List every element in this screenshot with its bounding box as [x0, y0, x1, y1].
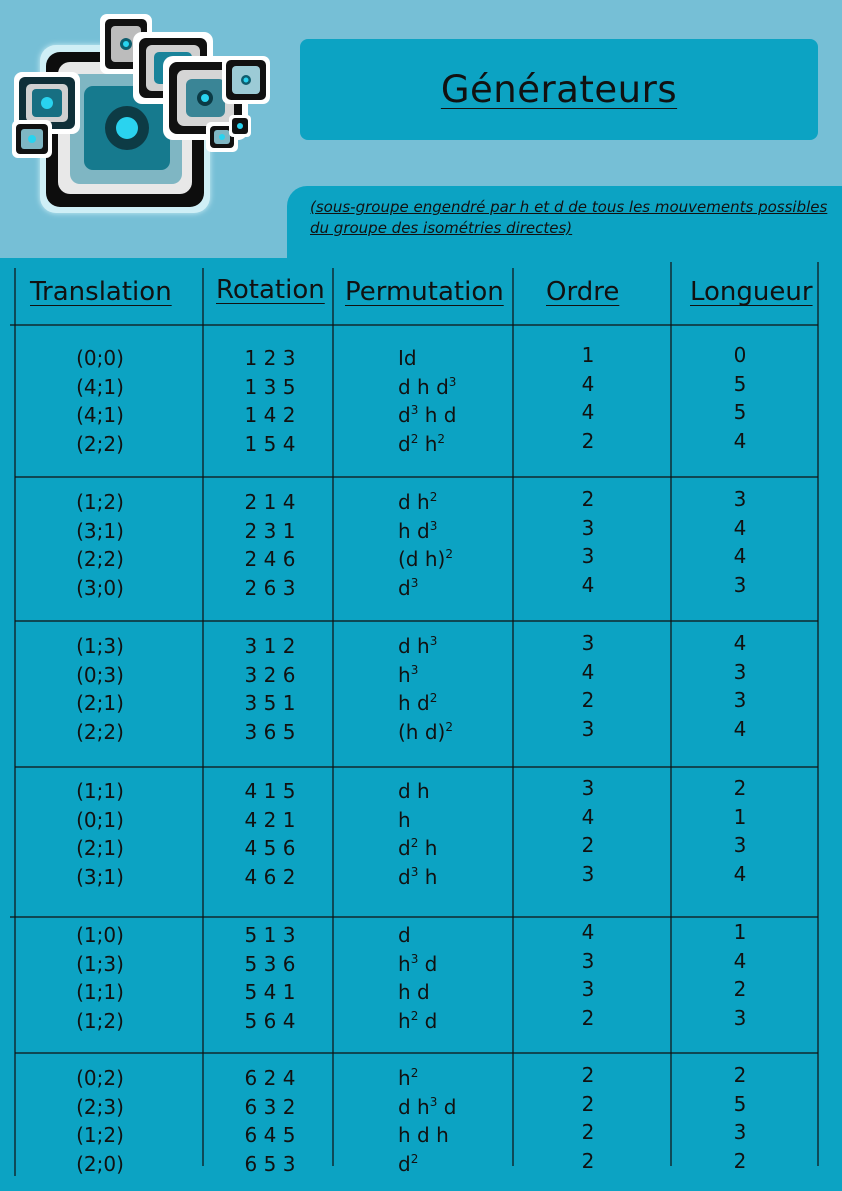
header-rotation: Rotation: [216, 275, 325, 305]
permutation-value: Id: [398, 346, 417, 370]
translation-value: (1;2): [76, 490, 124, 514]
translation-value: (3;0): [76, 576, 124, 601]
longueur-value: 3: [733, 688, 747, 713]
cell-longueur-group-4: [700, 774, 780, 889]
translation-value: (4;1): [76, 403, 124, 428]
rotation-value: 3 5 1: [244, 691, 296, 716]
permutation-value: $h^2$: [398, 1066, 419, 1090]
translation-value: (2;1): [76, 836, 124, 861]
permutation-value: h $d^2$: [398, 691, 438, 716]
cell-ordre-group-3: [548, 629, 628, 744]
translation-value: (2;2): [76, 720, 124, 745]
translation-value: (3;1): [76, 518, 124, 543]
translation-value: (2;0): [76, 1152, 124, 1177]
ordre-value: 3: [581, 977, 595, 1002]
header-permutation: Permutation: [345, 277, 504, 307]
translation-value: (1;2): [76, 1123, 124, 1148]
cell-permutation-group-2: [398, 488, 508, 603]
translation-value: (4;1): [76, 374, 124, 399]
rotation-value: 4 1 5: [244, 779, 296, 803]
ordre-value: 3: [581, 515, 595, 540]
ordre-value: 3: [581, 544, 595, 569]
cell-rotation-group-3: [230, 632, 310, 747]
permutation-value: d $h^2$: [398, 490, 438, 514]
header-ordre: Ordre: [546, 277, 620, 307]
longueur-value: 0: [733, 343, 747, 367]
ordre-value: 2: [581, 1091, 595, 1116]
ordre-value: 2: [581, 1120, 595, 1145]
rotation-value: 6 5 3: [244, 1152, 296, 1177]
ordre-value: 4: [581, 920, 595, 944]
translation-value: (2;3): [76, 1094, 124, 1119]
permutation-value: $h^3$: [398, 662, 419, 687]
permutation-value: $d^2$ h: [398, 836, 438, 861]
cell-translation-group-3: [60, 632, 140, 747]
rotation-value: 2 6 3: [244, 576, 296, 601]
rotation-value: 3 1 2: [244, 634, 296, 658]
cell-translation-group-5: [60, 921, 140, 1036]
rotation-value: 1 3 5: [244, 374, 296, 399]
longueur-value: 5: [733, 371, 747, 396]
rotation-value: 2 3 1: [244, 518, 296, 543]
longueur-value: 3: [733, 659, 747, 684]
ordre-value: 3: [581, 948, 595, 973]
cell-permutation-group-4: [398, 777, 508, 892]
cell-rotation-group-5: [230, 921, 310, 1036]
permutation-value: (d h)$^2$: [398, 547, 453, 572]
logo-squares-icon: [0, 0, 290, 258]
longueur-value: 2: [733, 1063, 747, 1087]
translation-value: (1;3): [76, 951, 124, 976]
longueur-value: 2: [733, 1149, 747, 1174]
rotation-value: 6 3 2: [244, 1094, 296, 1119]
longueur-value: 4: [733, 429, 747, 454]
cell-longueur-group-2: [700, 485, 780, 600]
longueur-value: 2: [733, 977, 747, 1002]
cell-rotation-group-6: [230, 1064, 310, 1179]
longueur-value: 3: [733, 573, 747, 598]
rotation-value: 6 2 4: [244, 1066, 296, 1090]
rotation-value: 1 2 3: [244, 346, 296, 370]
translation-value: (1;1): [76, 779, 124, 803]
longueur-value: 5: [733, 1091, 747, 1116]
longueur-value: 4: [733, 948, 747, 973]
rotation-value: 1 4 2: [244, 403, 296, 428]
rotation-value: 1 5 4: [244, 432, 296, 457]
translation-value: (2;1): [76, 691, 124, 716]
cell-permutation-group-5: [398, 921, 508, 1036]
translation-value: (0;1): [76, 807, 124, 832]
ordre-value: 2: [581, 1063, 595, 1087]
permutation-value: $h^3$ d: [398, 951, 438, 976]
longueur-value: 4: [733, 717, 747, 742]
permutation-value: d $h^3$ d: [398, 1094, 457, 1119]
translation-value: (0;3): [76, 662, 124, 687]
cell-ordre-group-4: [548, 774, 628, 889]
longueur-value: 4: [733, 544, 747, 569]
permutation-value: $d^3$ h d: [398, 403, 457, 428]
ordre-value: 2: [581, 1149, 595, 1174]
cell-ordre-group-6: [548, 1061, 628, 1176]
translation-value: (1;1): [76, 980, 124, 1005]
rotation-value: 3 6 5: [244, 720, 296, 745]
cell-permutation-group-6: [398, 1064, 508, 1179]
cell-translation-group-6: [60, 1064, 140, 1179]
cell-translation-group-4: [60, 777, 140, 892]
page-title: Générateurs: [440, 68, 678, 111]
cell-permutation-group-3: [398, 632, 508, 747]
cell-permutation-group-1: [398, 344, 508, 459]
ordre-value: 1: [581, 343, 595, 367]
ordre-value: 4: [581, 659, 595, 684]
longueur-value: 3: [733, 1006, 747, 1031]
permutation-value: d h $d^3$: [398, 374, 457, 399]
rotation-value: 4 2 1: [244, 807, 296, 832]
cell-longueur-group-5: [700, 918, 780, 1033]
permutation-value: h $d^3$: [398, 518, 438, 543]
cell-longueur-group-1: [700, 341, 780, 456]
permutation-value: $d^3$ h: [398, 865, 438, 890]
cell-translation-group-1: [60, 344, 140, 459]
cell-rotation-group-4: [230, 777, 310, 892]
translation-value: (0;0): [76, 346, 124, 370]
longueur-value: 3: [733, 487, 747, 511]
longueur-value: 4: [733, 515, 747, 540]
translation-value: (0;2): [76, 1066, 124, 1090]
ordre-value: 4: [581, 804, 595, 829]
rotation-value: 2 4 6: [244, 547, 296, 572]
ordre-value: 4: [581, 400, 595, 425]
longueur-value: 4: [733, 631, 747, 655]
cell-ordre-group-5: [548, 918, 628, 1033]
cell-rotation-group-1: [230, 344, 310, 459]
ordre-value: 2: [581, 688, 595, 713]
rotation-value: 5 6 4: [244, 1009, 296, 1034]
cell-longueur-group-3: [700, 629, 780, 744]
ordre-value: 3: [581, 862, 595, 887]
longueur-value: 3: [733, 1120, 747, 1145]
translation-value: (1;0): [76, 923, 124, 947]
longueur-value: 3: [733, 833, 747, 858]
ordre-value: 3: [581, 717, 595, 742]
translation-value: (3;1): [76, 865, 124, 890]
ordre-value: 4: [581, 573, 595, 598]
cell-rotation-group-2: [230, 488, 310, 603]
rotation-value: 3 2 6: [244, 662, 296, 687]
ordre-value: 3: [581, 776, 595, 800]
translation-value: (2;2): [76, 432, 124, 457]
cell-ordre-group-1: [548, 341, 628, 456]
ordre-value: 3: [581, 631, 595, 655]
permutation-value: (h d)$^2$: [398, 720, 453, 745]
permutation-value: $h^2$ d: [398, 1009, 438, 1034]
cell-ordre-group-2: [548, 485, 628, 600]
permutation-value: d $h^3$: [398, 634, 438, 658]
rotation-value: 5 3 6: [244, 951, 296, 976]
rotation-value: 5 1 3: [244, 923, 296, 947]
ordre-value: 2: [581, 487, 595, 511]
rotation-value: 2 1 4: [244, 490, 296, 514]
ordre-value: 2: [581, 833, 595, 858]
permutation-value: $d^2$ $h^2$: [398, 432, 446, 457]
cell-translation-group-2: [60, 488, 140, 603]
rotation-value: 6 4 5: [244, 1123, 296, 1148]
rotation-value: 4 6 2: [244, 865, 296, 890]
ordre-value: 4: [581, 371, 595, 396]
permutation-value: h: [398, 807, 411, 832]
ordre-value: 2: [581, 429, 595, 454]
rotation-value: 4 5 6: [244, 836, 296, 861]
permutation-value: h d: [398, 980, 430, 1005]
cell-longueur-group-6: [700, 1061, 780, 1176]
translation-value: (1;2): [76, 1009, 124, 1034]
longueur-value: 1: [733, 804, 747, 829]
header-translation: Translation: [30, 277, 172, 307]
translation-value: (2;2): [76, 547, 124, 572]
permutation-value: h d h: [398, 1123, 449, 1148]
translation-value: (1;3): [76, 634, 124, 658]
rotation-value: 5 4 1: [244, 980, 296, 1005]
title-box: [300, 39, 818, 140]
longueur-value: 4: [733, 862, 747, 887]
header-longueur: Longueur: [690, 277, 813, 307]
permutation-value: d h: [398, 779, 430, 803]
permutation-value: $d^2$: [398, 1152, 419, 1177]
ordre-value: 2: [581, 1006, 595, 1031]
longueur-value: 1: [733, 920, 747, 944]
longueur-value: 5: [733, 400, 747, 425]
permutation-value: $d^3$: [398, 576, 419, 601]
subtitle: (sous-groupe engendré par h et d de tous les mouvements possibles du groupe des isométries directes): [310, 198, 828, 237]
permutation-value: d: [398, 923, 411, 947]
longueur-value: 2: [733, 776, 747, 800]
